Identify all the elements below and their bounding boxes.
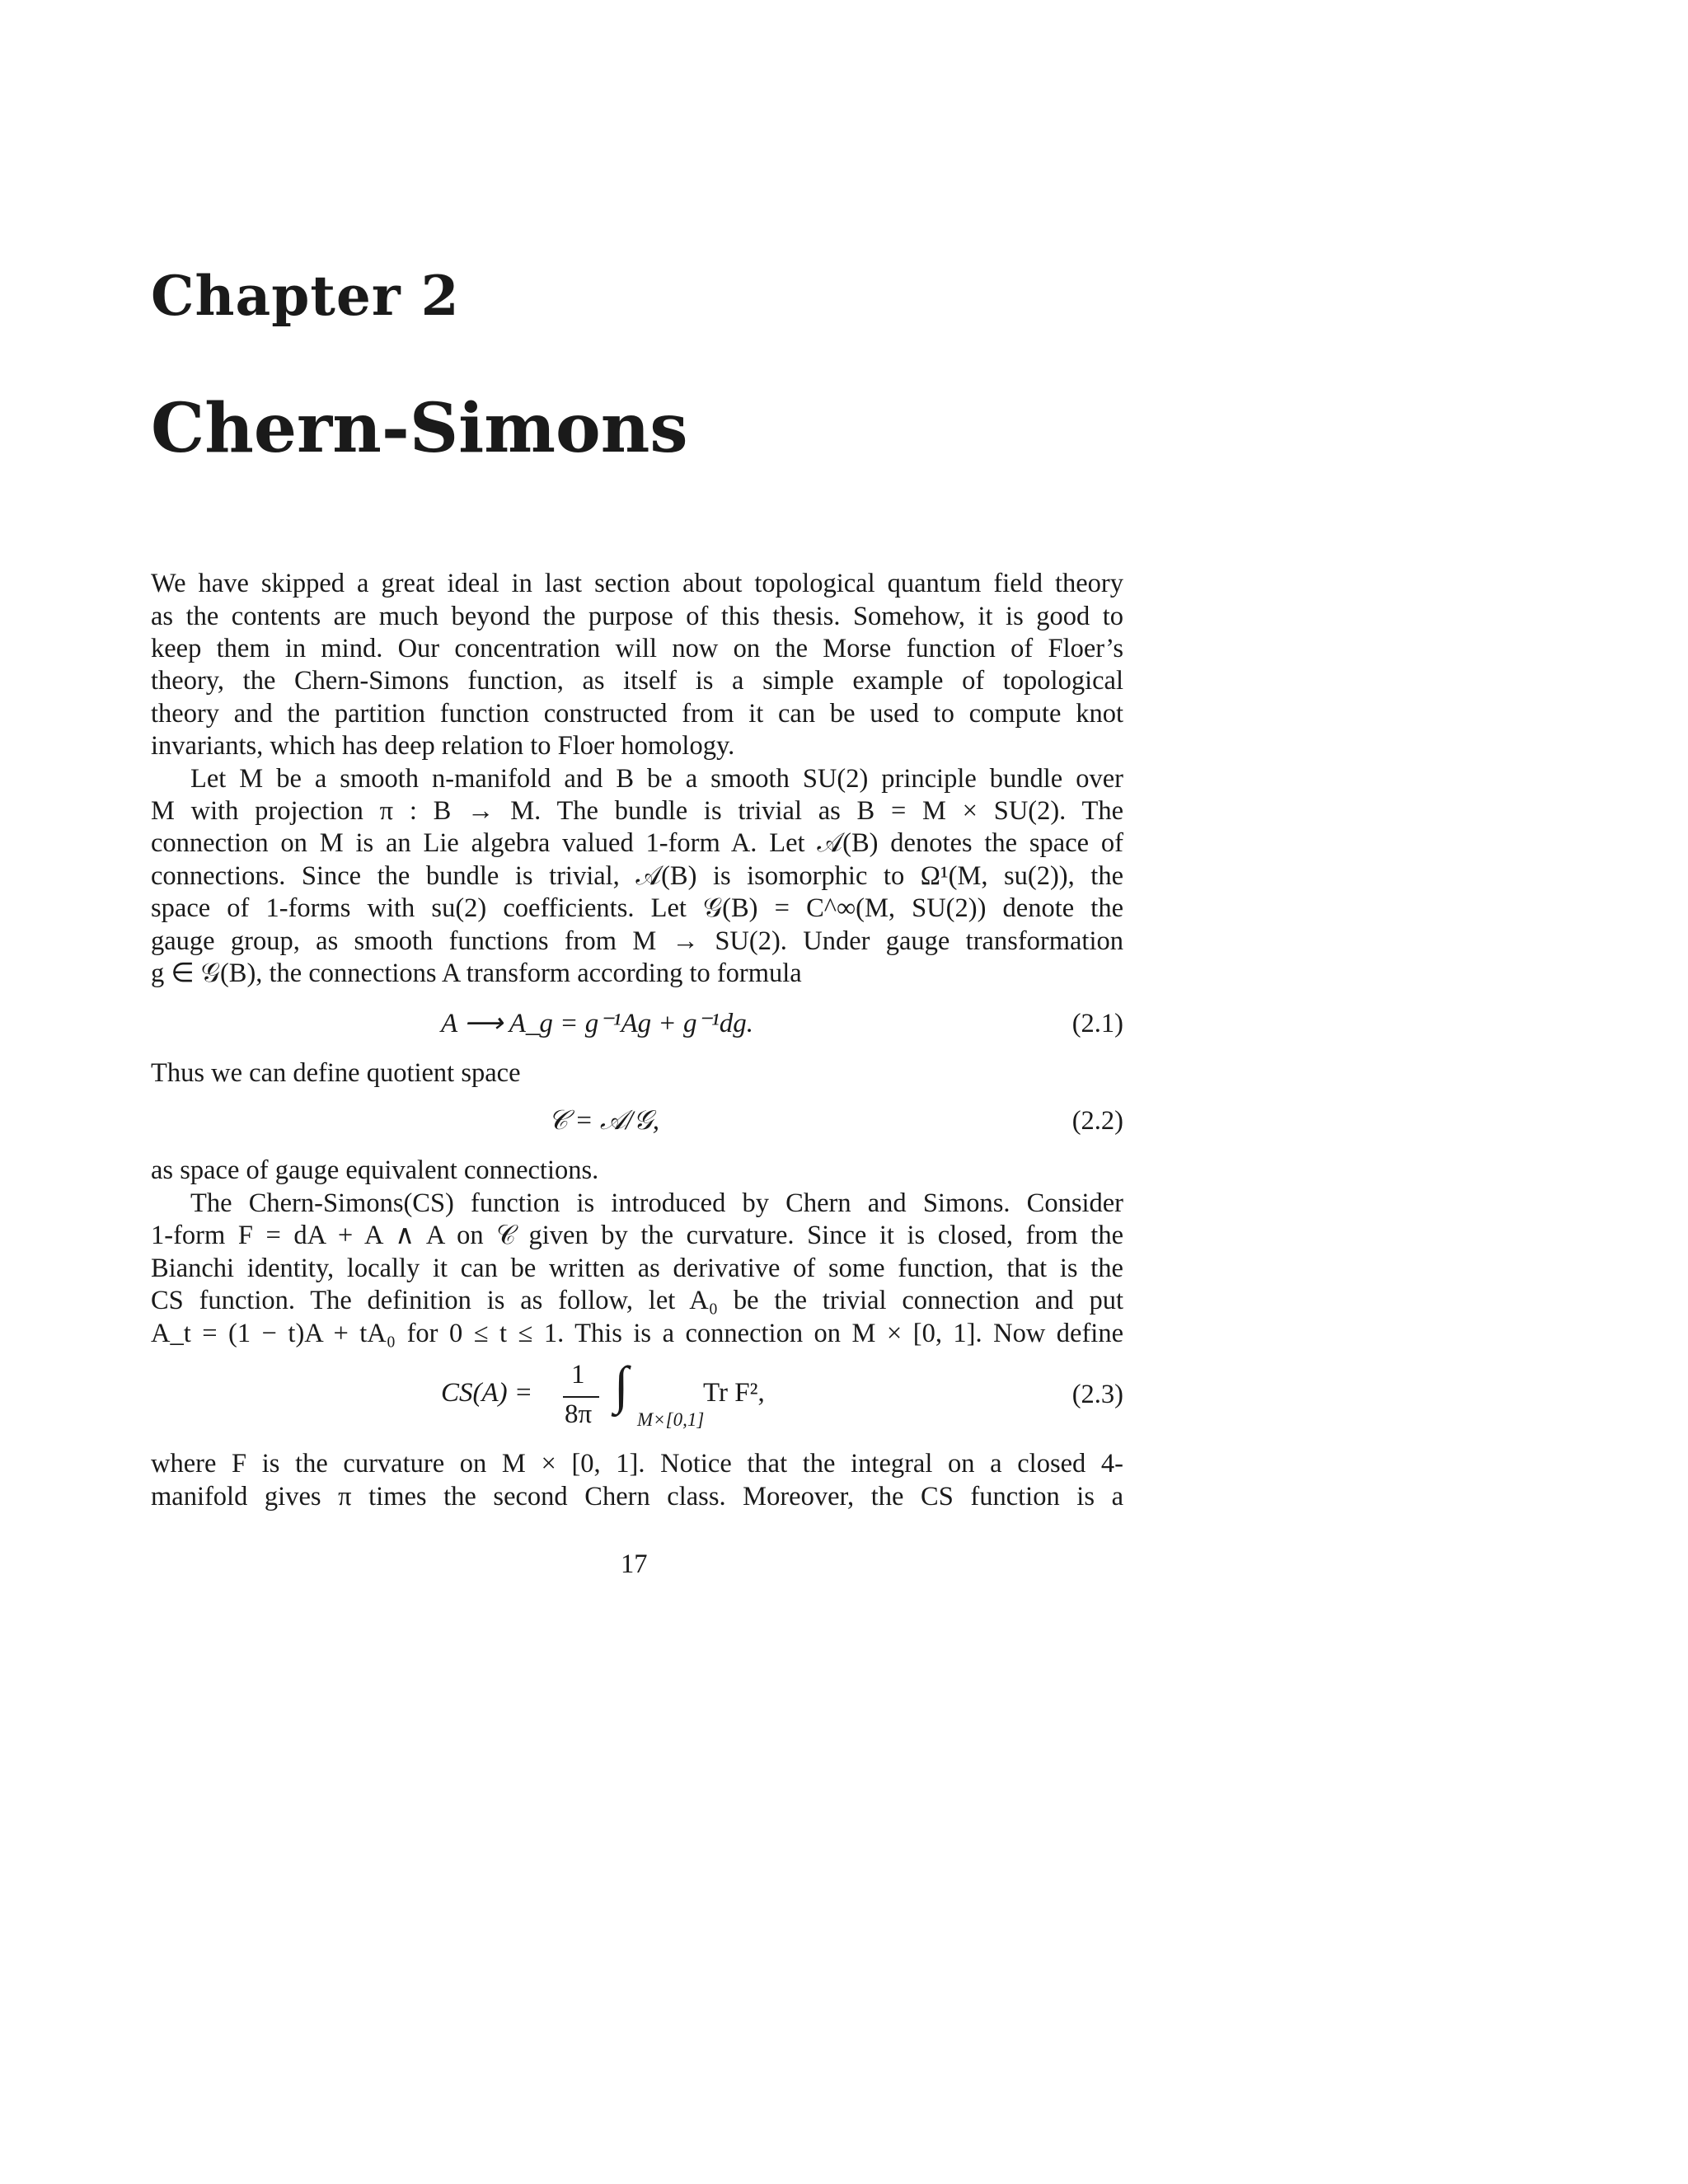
fraction-numerator: 1 [571, 1360, 585, 1390]
paragraph-line: keep them in mind. Our concentration will now on the Morse function of Floer’s [151, 634, 1123, 663]
paragraph-line: invariants, which has deep relation to Floer homology. [151, 731, 735, 761]
paragraph-line: We have skipped a great ideal in last section about topological quantum field theory [151, 569, 1123, 598]
paragraph-line: where F is the curvature on M × [0, 1]. Notice that the integral on a closed 4- [151, 1449, 1123, 1479]
paragraph-line: A_t = (1 − t)A + tA₀ for 0 ≤ t ≤ 1. This is a connection on M × [0, 1]. Now define [151, 1319, 1123, 1348]
equation-number: (2.1) [1071, 1009, 1123, 1038]
integral-sign: ∫ [614, 1356, 629, 1414]
paragraph-line: theory and the partition function constructed from it can be used to compute knot [151, 699, 1123, 729]
equation-number: (2.3) [1071, 1380, 1123, 1409]
paragraph-line: theory, the Chern-Simons function, as itself is a simple example of topological [151, 666, 1123, 696]
paragraph-line: Bianchi identity, locally it can be written as derivative of some function, that is the [151, 1254, 1123, 1283]
paragraph-line: space of 1-forms with su(2) coefficients. Let 𝒢(B) = C^∞(M, SU(2)) denote the [151, 893, 1123, 923]
chapter-title: Chern-Simons [151, 389, 688, 468]
paragraph-line: connection on M is an Lie algebra valued 1-form A. Let 𝒜(B) denotes the space of [151, 828, 1123, 858]
integrand: Tr F², [703, 1378, 765, 1408]
fraction-bar [563, 1396, 599, 1398]
paragraph-line: Thus we can define quotient space [151, 1058, 521, 1088]
paragraph-line: as the contents are much beyond the purpose of this thesis. Somehow, it is good to [151, 602, 1123, 631]
integral-subscript: M×[0,1] [637, 1409, 705, 1430]
paragraph-line: g ∈ 𝒢(B), the connections A transform according to formula [151, 958, 802, 988]
paragraph-line: M with projection π : B → M. The bundle is trivial as B = M × SU(2). The [151, 796, 1123, 826]
fraction-denominator: 8π [565, 1399, 593, 1429]
equation-lhs: CS(A) = [441, 1378, 533, 1408]
paragraph-line: as space of gauge equivalent connections. [151, 1155, 599, 1185]
paragraph-line: 1-form F = dA + A ∧ A on 𝒞 given by the curvature. Since it is closed, from the [151, 1221, 1123, 1250]
paragraph-line: The Chern-Simons(CS) function is introduced by Chern and Simons. Consider [190, 1188, 1123, 1218]
equation-2-3 [441, 1352, 870, 1442]
paragraph-line: CS function. The definition is as follow, let A₀ be the trivial connection and put [151, 1286, 1123, 1315]
equation-2-2: 𝒞 = 𝒜/𝒢, [548, 1106, 659, 1136]
chapter-label: Chapter 2 [151, 264, 460, 328]
paragraph-line: gauge group, as smooth functions from M → SU(2). Under gauge transformation [151, 926, 1123, 956]
page-number: 17 [621, 1549, 648, 1579]
equation-number: (2.2) [1071, 1106, 1123, 1136]
paragraph-line: Let M be a smooth n-manifold and B be a smooth SU(2) principle bundle over [190, 764, 1123, 794]
paragraph-line: manifold gives π times the second Chern class. Moreover, the CS function is a [151, 1482, 1123, 1511]
equation-2-1: A ⟶ A_g = g⁻¹Ag + g⁻¹dg. [441, 1009, 754, 1038]
paragraph-line: connections. Since the bundle is trivial, 𝒜(B) is isomorphic to Ω¹(M, su(2)), the [151, 861, 1123, 891]
